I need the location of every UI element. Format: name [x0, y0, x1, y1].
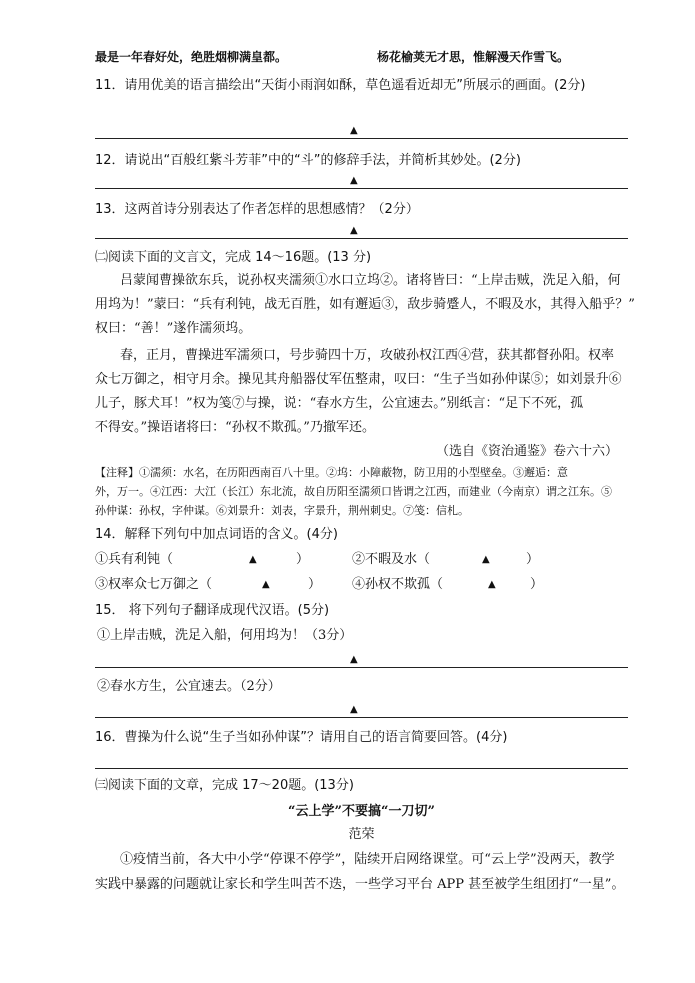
passage-line: 春，正月，曹操进军濡须口，号步骑四十万，攻破孙权江西④营，获其都督孙阳。权率 [120, 348, 615, 363]
answer-marker: ▲ [350, 704, 358, 715]
section-3-heading: ㈢阅读下面的文章，完成 17～20题。(13分) [95, 778, 354, 793]
passage-line: 儿子，豚犬耳！”权为笺⑦与操，说：“春水方生，公宜速去。”别纸言：“足下不死，孤 [95, 396, 584, 411]
answer-marker[interactable]: ▲ [262, 579, 270, 590]
section-2-heading: ㈡阅读下面的文言文，完成 14～16题。(13 分) [95, 250, 372, 265]
annotation-line: 【注释】①濡须：水名，在历阳西南百八十里。②坞：小障蔽物，防卫用的小型壁垒。③邂逅：意 [95, 466, 568, 479]
question-13: 13．这两首诗分别表达了作者怎样的思想感情？（2分） [95, 202, 419, 217]
bracket-close: ） [308, 577, 322, 592]
answer-marker: ▲ [350, 654, 358, 665]
answer-marker[interactable]: ▲ [488, 579, 496, 590]
q14-item-4: ④孙权不欺孤（ [352, 577, 444, 592]
article-line: ①疫情当前，各大中小学“停课不停学”，陆续开启网络课堂。可“云上学”没两天，教学 [120, 852, 615, 867]
question-16: 16．曹操为什么说“生子当如孙仲谋”？请用自己的语言简要回答。(4分) [95, 730, 508, 745]
passage-line: 用坞为！”蒙曰：“兵有利钝，战无百胜，如有邂逅③，敌步骑蹙人，不暇及水，其得入船乎？” [95, 297, 635, 312]
q15-item-2: ②春水方生，公宜速去。（2分） [97, 679, 281, 694]
question-15: 15． 将下列句子翻译成现代汉语。(5分) [95, 603, 330, 618]
answer-marker: ▲ [350, 125, 358, 136]
passage-line: 不得安。”操语诸将曰：“孙权不欺孤。”乃撤军还。 [95, 420, 375, 435]
question-12: 12．请说出“百般红紫斗芳菲”中的“斗”的修辞手法，并简析其妙处。(2分) [95, 153, 521, 168]
q14-item-1: ①兵有利钝（ [95, 552, 174, 567]
q14-item-2: ②不暇及水（ [352, 552, 431, 567]
question-14: 14．解释下列句中加点词语的含义。(4分) [95, 527, 338, 542]
passage-line: 众七万御之，相守月余。操见其舟船器仗军伍整肃，叹曰：“生子当如孙仲谋⑤；如刘景升⑥ [95, 372, 622, 387]
bracket-close: ） [526, 552, 540, 567]
article-author: 范荣 [348, 827, 375, 842]
bracket-close: ） [530, 577, 544, 592]
annotation-line: 孙仲谋：孙权，字仲谋。⑥刘景升：刘表，字景升，荆州刺史。⑦笺：信札。 [95, 504, 469, 517]
answer-line[interactable] [95, 717, 628, 718]
passage-line: 吕蒙闻曹操欲东兵，说孙权夹濡须①水口立坞②。诸将皆曰：“上岸击贼，洗足入船，何 [120, 273, 621, 288]
answer-line[interactable] [95, 188, 628, 189]
poem-left: 最是一年春好处，绝胜烟柳满皇都。 [95, 50, 288, 64]
question-11: 11．请用优美的语言描绘出“天街小雨润如酥，草色遥看近却无”所展示的画面。(2分) [95, 78, 586, 93]
answer-marker: ▲ [350, 175, 358, 186]
passage-line: 权曰：“善！”遂作濡须坞。 [95, 321, 252, 336]
passage-source: （选自《资治通鉴》卷六十六） [436, 444, 619, 459]
answer-marker: ▲ [350, 225, 358, 236]
answer-line[interactable] [95, 138, 628, 139]
bracket-close: ） [296, 552, 310, 567]
answer-marker[interactable]: ▲ [249, 554, 257, 565]
q14-item-3: ③权率众七万御之（ [95, 577, 213, 592]
article-title: “云上学”不要搞“一刀切” [288, 804, 435, 819]
poem-right: 杨花榆荚无才思，惟解漫天作雪飞。 [377, 50, 570, 64]
answer-line[interactable] [95, 238, 628, 239]
answer-line[interactable] [95, 667, 628, 668]
article-line: 实践中暴露的问题就让家长和学生叫苦不迭，一些学习平台 APP 甚至被学生组团打“一星”。 [95, 877, 625, 892]
answer-marker[interactable]: ▲ [482, 554, 490, 565]
annotation-line: 外，万一。④江西：大江（长江）东北流，故自历阳至濡须口皆谓之江西，而建业（今南京）谓之江东。⑤ [95, 485, 612, 498]
answer-line[interactable] [95, 768, 628, 769]
q15-item-1: ①上岸击贼，洗足入船，何用坞为！（3分） [97, 628, 353, 643]
